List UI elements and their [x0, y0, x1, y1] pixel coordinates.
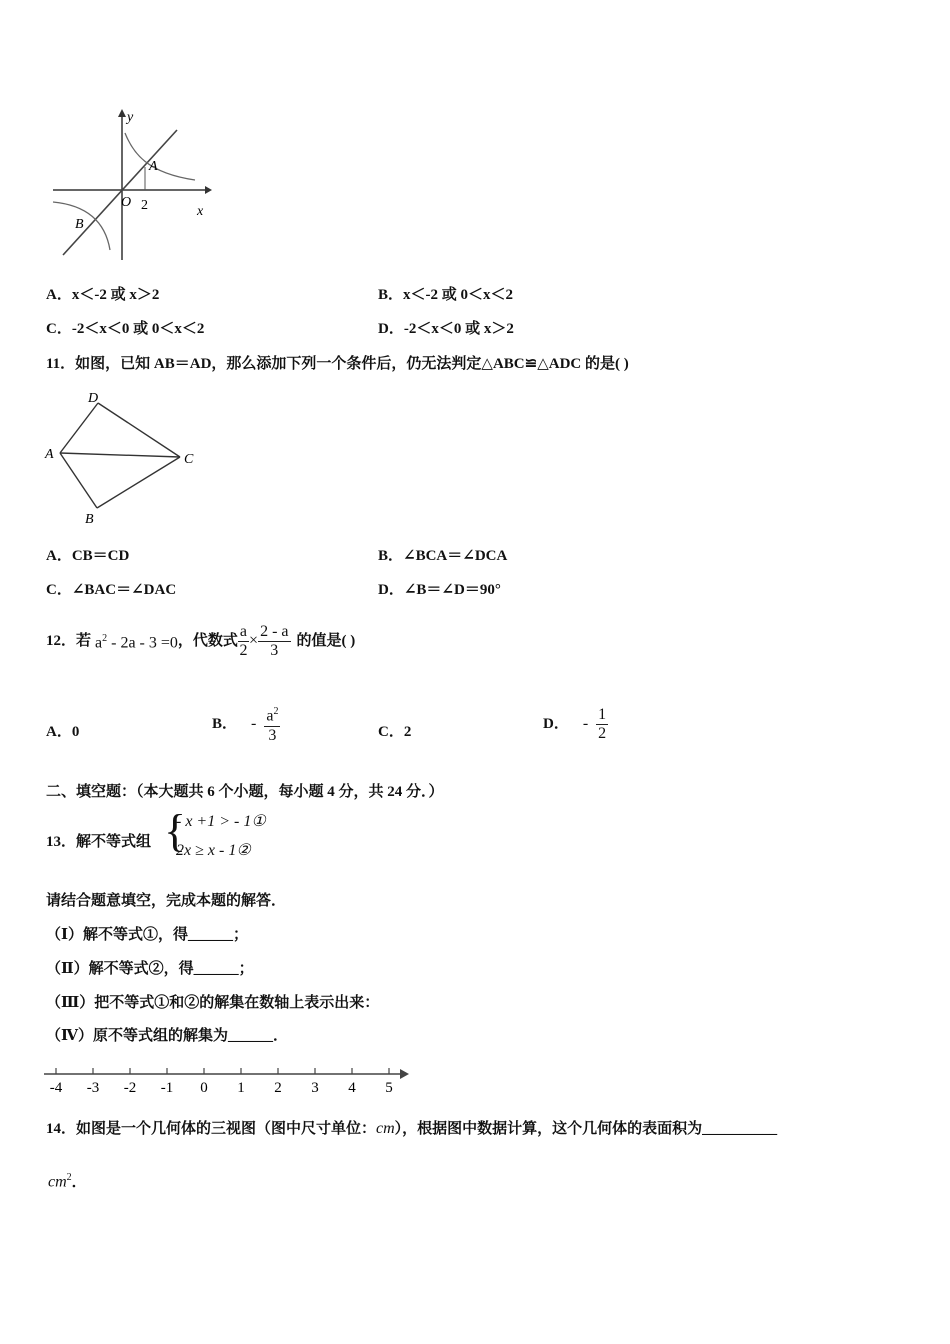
hyperbola-branch-1 [125, 133, 195, 180]
q10-option-a: A．x＜-2 或 x＞2 [46, 287, 160, 303]
q13-inequality-2: 2x ≥ x - 1② [176, 842, 251, 859]
q11-figure [40, 385, 210, 530]
q10-option-d: D．-2＜x＜0 或 x＞2 [378, 321, 514, 337]
number-line-label: 3 [311, 1080, 319, 1096]
segment-ac [60, 453, 180, 457]
number-line-label: 0 [200, 1080, 208, 1096]
q12-option-b-fraction: $\frac{a^2}{3}$ [264, 703, 280, 744]
point-a-label: A [149, 159, 158, 174]
number-line-label: -2 [123, 1080, 137, 1096]
y-axis-arrow [118, 109, 126, 117]
segment-bc [97, 457, 180, 508]
q14-stem: 14．如图是一个几何体的三视图（图中尺寸单位：cm），根据图中数据计算，这个几何体的表面积为__________ [46, 1120, 778, 1137]
q14-unit-line: $cm^2$． [48, 1172, 87, 1191]
number-line-label: 5 [385, 1080, 393, 1096]
x-label: x [197, 204, 204, 219]
q11-option-d: D．∠B＝∠D＝90° [378, 582, 501, 598]
q11-option-c: C．∠BAC＝∠DAC [46, 582, 177, 598]
point-b-label: B [75, 217, 84, 232]
number-line-label: 4 [348, 1080, 356, 1096]
x-axis-arrow [205, 186, 212, 194]
q13-number-line [40, 1064, 415, 1098]
q13-step-3: （Ⅲ）把不等式①和②的解集在数轴上表示出来： [46, 995, 380, 1011]
label-b: B [85, 512, 94, 527]
linear-function-line [63, 130, 177, 255]
q12-option-d-fraction: $\frac{1}{2}$ [598, 705, 607, 742]
q10-option-c: C．-2＜x＜0 或 0＜x＜2 [46, 321, 205, 337]
q11-option-b: B．∠BCA＝∠DCA [378, 548, 508, 564]
origin-label: O [121, 195, 132, 210]
q12-option-a: A．0 [46, 724, 80, 740]
label-d: D [88, 391, 99, 406]
q10-option-b: B．x＜-2 或 0＜x＜2 [378, 287, 514, 303]
q12-equation: $a^2 - 2a - 3 =0$ [95, 632, 178, 652]
q13-inequality-1: - x +1 > - 1① [176, 813, 266, 830]
tick-label-2: 2 [141, 198, 148, 213]
y-label: y [127, 110, 134, 125]
number-line-label: -1 [160, 1080, 174, 1096]
q13-instruction: 请结合题意填空，完成本题的解答． [46, 893, 287, 909]
q13-step-1: （Ⅰ）解不等式①，得______； [46, 927, 249, 943]
q12-fraction-2: $\frac{2 - a}{3}$ [260, 622, 289, 659]
label-a: A [45, 447, 54, 462]
number-line-arrow [400, 1069, 409, 1079]
q12-option-c: C．2 [378, 724, 412, 740]
q13-step-4: （Ⅳ）原不等式组的解集为______． [46, 1028, 289, 1044]
q11-stem: 11．如图，已知 AB＝AD，那么添加下列一个条件后，仍无法判定△ABC≌△ADC 的是( ) [46, 356, 629, 372]
q13-step-2: （Ⅱ）解不等式②，得______； [46, 961, 254, 977]
number-line-label: 2 [274, 1080, 282, 1096]
segment-ab [60, 453, 97, 508]
segment-ad [60, 403, 98, 453]
number-line-label: 1 [237, 1080, 245, 1096]
section2-title: 二、填空题：（本大题共 6 个小题，每小题 4 分，共 24 分．） [46, 784, 444, 800]
q11-option-a: A．CB＝CD [46, 548, 130, 564]
number-line-label: -4 [49, 1080, 63, 1096]
number-line-label: -3 [86, 1080, 100, 1096]
q13-brace: { [164, 805, 187, 856]
q13-stem: 13．解不等式组 [46, 834, 152, 850]
q10-graph [45, 105, 220, 265]
q12-option-b: B． - $\frac{a^2}{3}$ [212, 700, 280, 748]
segment-dc [98, 403, 180, 457]
q12-fraction-1: $\frac{a}{2}$ [239, 622, 248, 659]
label-c: C [184, 452, 194, 467]
q12-option-d: D． - $\frac{1}{2}$ [543, 705, 607, 742]
q12-stem: 12．若 $a^2 - 2a - 3 =0$ ，代数式 $\frac{a}{2}$ × $\frac{2 - a}{3}$ 的值是( ) [46, 622, 356, 659]
